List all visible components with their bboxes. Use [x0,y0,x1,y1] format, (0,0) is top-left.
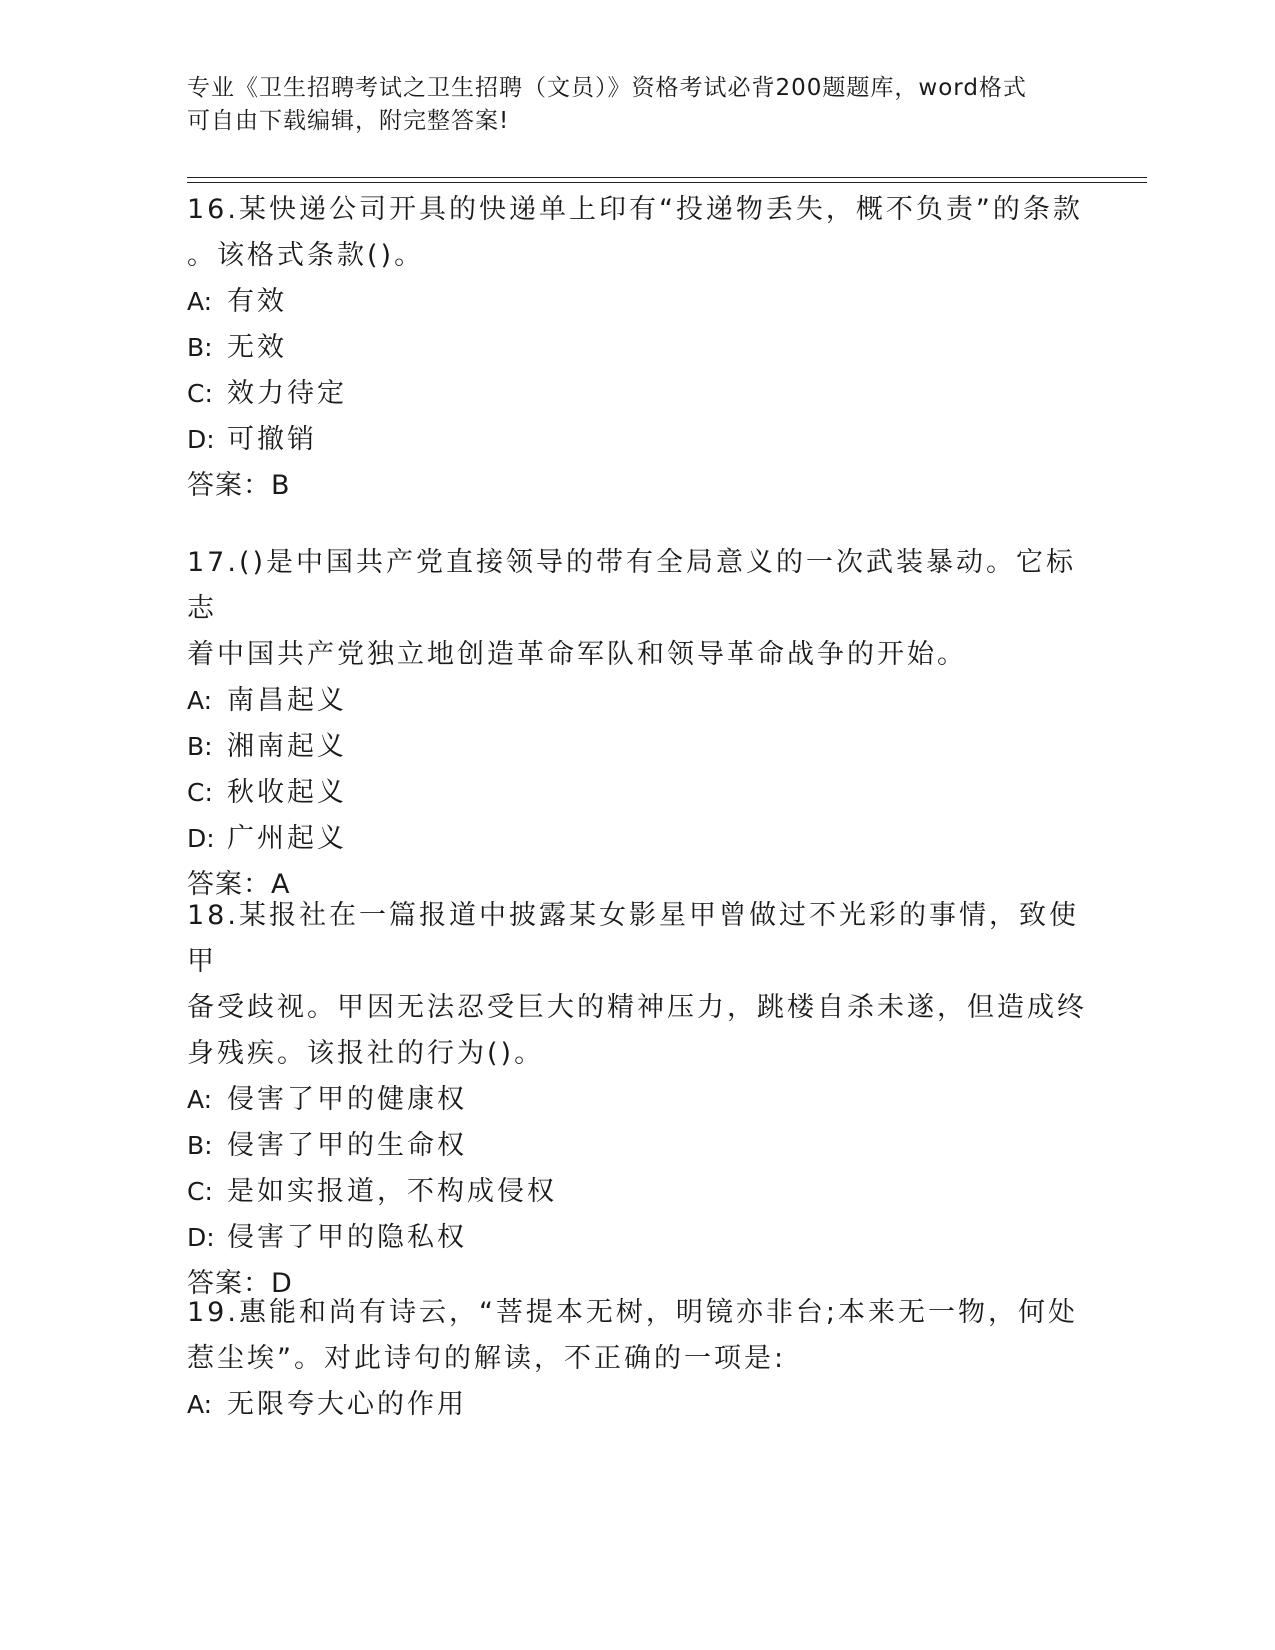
option-text: 南昌起义 [227,685,347,716]
option-c [187,770,1087,816]
question-19 [187,1290,1087,1428]
answer-line: 答案：A [187,869,291,900]
option-text: 可撤销 [227,424,317,455]
option-a [187,678,1087,724]
option-key: A: [187,287,213,316]
answer-line: 答案：B [187,470,291,501]
option-a [187,1382,1087,1428]
option-key: B: [187,732,213,761]
option-key: D: [187,1223,215,1252]
option-text: 侵害了甲的健康权 [227,1084,467,1115]
question-18 [187,893,1087,1307]
document-header [187,72,1087,138]
option-b [187,724,1087,770]
option-c [187,371,1087,417]
option-key: D: [187,425,215,454]
option-text: 广州起义 [227,823,347,854]
question-stem-line: 19.惠能和尚有诗云，“菩提本无树，明镜亦非台;本来无一物，何处 [187,1297,1079,1328]
header-line-1: 专业《卫生招聘考试之卫生招聘（文员）》资格考试必背200题题库，word格式 [187,75,1027,101]
question-stem-line: 着中国共产党独立地创造革命军队和领导革命战争的开始。 [187,639,967,670]
option-text: 侵害了甲的隐私权 [227,1222,467,1253]
question-stem-line: 18.某报社在一篇报道中披露某女影星甲曾做过不光彩的事情，致使甲 [187,900,1079,977]
option-key: C: [187,778,213,807]
option-b [187,325,1087,371]
option-key: B: [187,1131,213,1160]
question-stem-line: 。该格式条款()。 [187,240,425,271]
option-key: A: [187,686,213,715]
option-key: C: [187,379,213,408]
option-text: 侵害了甲的生命权 [227,1130,467,1161]
option-text: 是如实报道，不构成侵权 [227,1176,557,1207]
option-text: 无效 [227,332,287,363]
option-key: C: [187,1177,213,1206]
option-b [187,1123,1087,1169]
question-stem-line: 17.()是中国共产党直接领导的带有全局意义的一次武装暴动。它标志 [187,547,1077,624]
option-d [187,1215,1087,1261]
option-a [187,1077,1087,1123]
option-text: 湘南起义 [227,731,347,762]
question-stem-line: 16.某快递公司开具的快递单上印有“投递物丢失，概不负责”的条款 [187,194,1083,225]
option-a [187,279,1087,325]
option-key: B: [187,333,213,362]
option-key: A: [187,1085,213,1114]
option-d [187,417,1087,463]
option-text: 有效 [227,286,287,317]
question-stem-line: 身残疾。该报社的行为()。 [187,1038,545,1069]
option-text: 秋收起义 [227,777,347,808]
question-stem-line: 惹尘埃”。对此诗句的解读，不正确的一项是: [187,1343,787,1374]
option-text: 效力待定 [227,378,347,409]
question-stem-line: 备受歧视。甲因无法忍受巨大的精神压力，跳楼自杀未遂，但造成终 [187,992,1087,1023]
question-16 [187,187,1087,509]
option-key: A: [187,1390,213,1419]
header-divider-bottom [187,182,1147,183]
option-text: 无限夸大心的作用 [227,1389,467,1420]
question-17 [187,540,1087,908]
answer-line: 答案：D [187,1268,293,1299]
header-line-2: 可自由下载编辑，附完整答案! [187,108,510,134]
option-key: D: [187,824,215,853]
header-divider-top [187,177,1147,178]
option-c [187,1169,1087,1215]
option-d [187,816,1087,862]
